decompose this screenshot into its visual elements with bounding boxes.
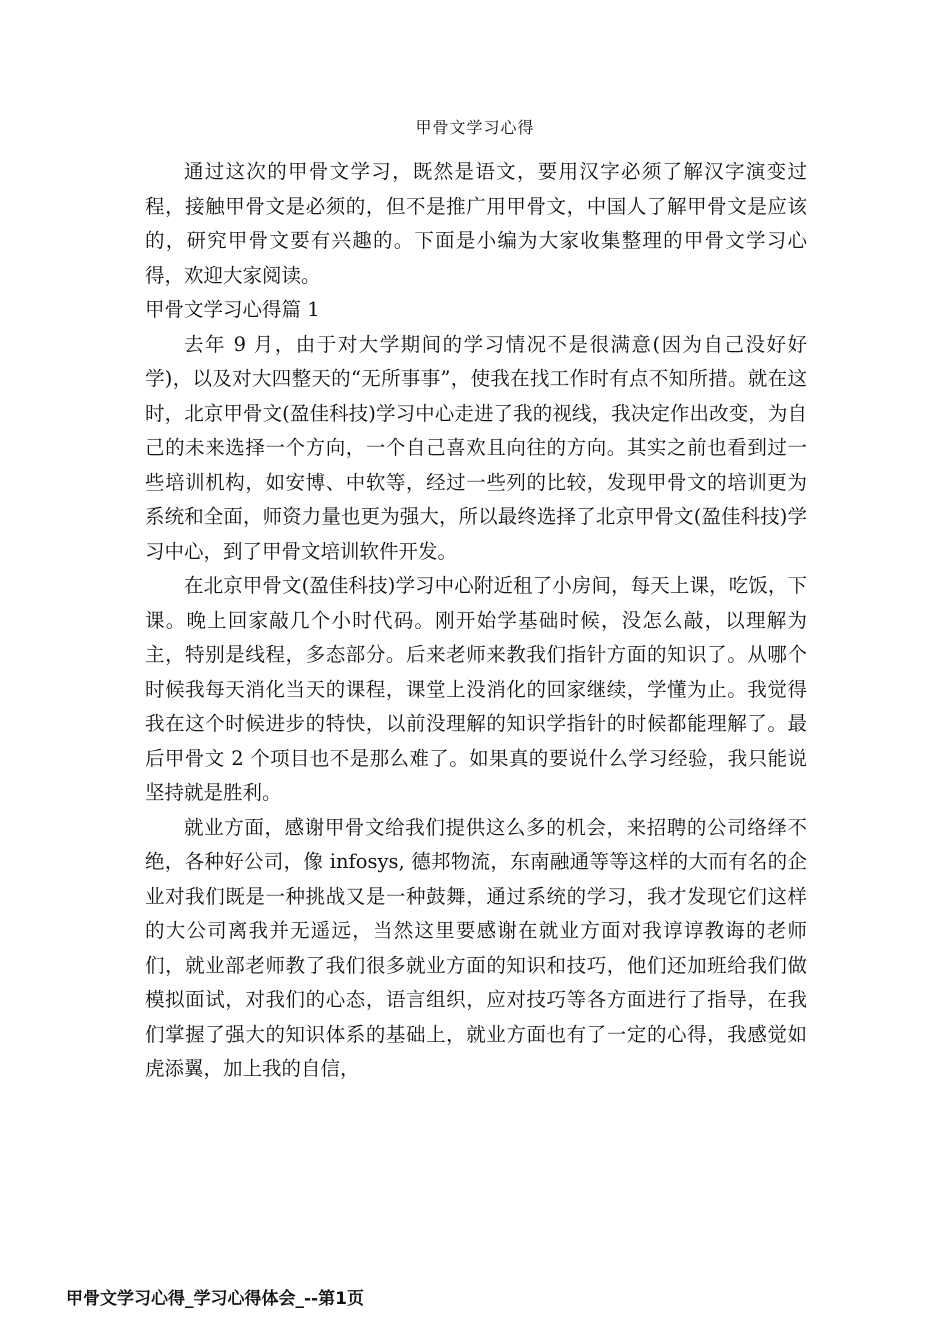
section-heading: 甲骨文学习心得篇 1 — [145, 298, 320, 321]
body-paragraph-2: 在北京甲骨文(盈佳科技)学习中心附近租了小房间，每天上课，吃饭，下课。晚上回家敲几个小时代码。刚开始学基础时候，没怎么敲，以理解为主，特别是线程，多态部分。后来老师来教我们指针方面的知识了。从哪个时候我每天消化当天的课程，课堂上没消化的回家继续，学懂为止。我觉得我在这个时候进步的特快，以前没理解的知识学指针的时候都能理解了。最后甲骨文 2 个项目也不是那么难了。如果真的要说什么学习经验，我只能说坚持就是胜利。 — [145, 574, 807, 804]
body-paragraph-3: 就业方面，感谢甲骨文给我们提供这么多的机会，来招聘的公司络绎不绝，各种好公司，像 infosys, 德邦物流，东南融通等等这样的大而有名的企业对我们既是一种挑战又是一种鼓舞，通过系统的学习，我才发现它们这样的大公司离我并无遥远，当然这里要感谢在就业方面对我谆谆教诲的老师们，就业部老师教了我们很多就业方面的知识和技巧，他们还加班给我们做模拟面试，对我们的心态，语言组织，应对技巧等各方面进行了指导，在我们掌握了强大的知识体系的基础上，就业方面也有了一定的心得，我感觉如虎添翼，加上我的自信， — [145, 815, 807, 1080]
document-body — [145, 155, 807, 1087]
intro-paragraph: 通过这次的甲骨文学习，既然是语文，要用汉字必须了解汉字演变过程，接触甲骨文是必须的，但不是推广用甲骨文，中国人了解甲骨文是应该的，研究甲骨文要有兴趣的。下面是小编为大家收集整理的甲骨文学习心得，欢迎大家阅读。 — [145, 160, 807, 287]
body-paragraph-1: 去年 9 月，由于对大学期间的学习情况不是很满意(因为自己没好好学)，以及对大四整天的“无所事事”，使我在找工作时有点不知所措。就在这时，北京甲骨文(盈佳科技)学习中心走进了我的视线，我决定作出改变，为自己的未来选择一个方向，一个自己喜欢且向往的方向。其实之前也看到过一些培训机构，如安博、中软等，经过一些列的比较，发现甲骨文的培训更为系统和全面，师资力量也更为强大，所以最终选择了北京甲骨文(盈佳科技)学习中心，到了甲骨文培训软件开发。 — [145, 332, 807, 563]
document-title: 甲骨文学习心得 — [415, 118, 535, 137]
page-footer: 甲骨文学习心得_学习心得体会_--第1页 — [66, 1289, 364, 1309]
